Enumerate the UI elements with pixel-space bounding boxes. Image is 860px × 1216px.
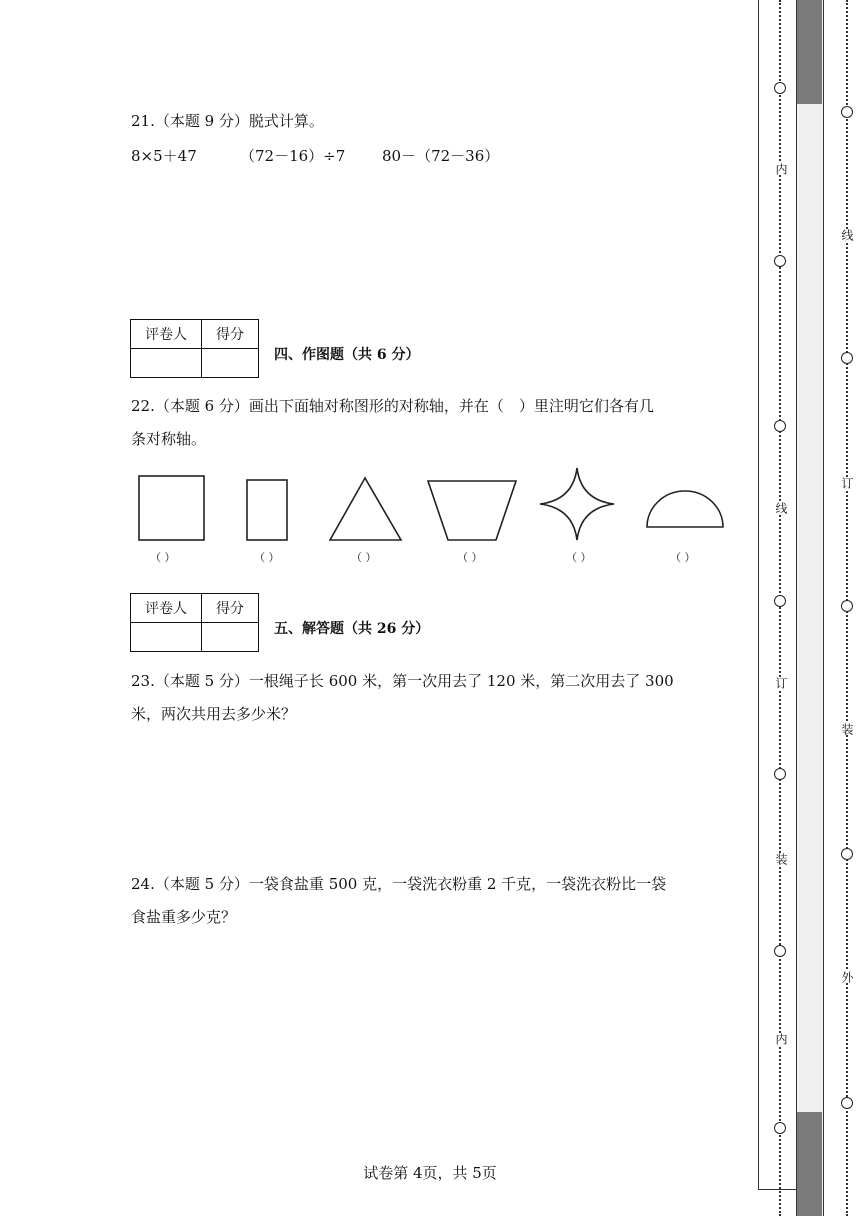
binding-hole-icon bbox=[774, 768, 786, 780]
square-shape bbox=[139, 476, 204, 540]
rectangle-shape bbox=[247, 480, 287, 540]
reviewer-cell[interactable] bbox=[131, 349, 202, 378]
q21-expression-3: 80－（72－36） bbox=[382, 147, 500, 165]
binding-hole-icon bbox=[841, 848, 853, 860]
binding-hole-icon bbox=[774, 1122, 786, 1134]
page-footer: 试卷第 4页，共 5页 bbox=[363, 1164, 497, 1182]
binding-hole-icon bbox=[774, 595, 786, 607]
inner-label: 内 bbox=[774, 163, 788, 175]
gray-bar-top-block bbox=[797, 0, 822, 104]
binding-hole-icon bbox=[841, 1097, 853, 1109]
star-shape bbox=[540, 468, 614, 540]
score-cell[interactable] bbox=[202, 349, 259, 378]
q23-line2: 米，两次共用去多少米？ bbox=[131, 705, 297, 723]
outer-label: 订 bbox=[840, 477, 854, 489]
symmetry-figures bbox=[0, 460, 760, 550]
q24-line2: 食盐重多少克？ bbox=[131, 908, 237, 926]
frame-line-left bbox=[758, 0, 759, 1190]
q24-line1: 24.（本题 5 分）一袋食盐重 500 克，一袋洗衣粉重 2 千克，一袋洗衣粉比一袋 bbox=[131, 875, 667, 893]
score-label: 得分 bbox=[202, 594, 259, 623]
answer-blank-square[interactable]: （ ） bbox=[150, 551, 176, 564]
outer-label: 线 bbox=[840, 229, 854, 241]
binding-hole-icon bbox=[774, 255, 786, 267]
q21-title: 21.（本题 9 分）脱式计算。 bbox=[131, 112, 324, 130]
reviewer-label: 评卷人 bbox=[131, 320, 202, 349]
inner-label: 订 bbox=[774, 677, 788, 689]
score-label: 得分 bbox=[202, 320, 259, 349]
outer-label: 装 bbox=[840, 723, 854, 735]
binding-hole-icon bbox=[774, 945, 786, 957]
inner-label: 内 bbox=[774, 1033, 788, 1045]
answer-blank-trapezoid[interactable]: （ ） bbox=[457, 551, 483, 564]
semicircle-shape bbox=[647, 491, 723, 527]
reviewer-cell[interactable] bbox=[131, 623, 202, 652]
score-table-section5 bbox=[130, 593, 259, 652]
frame-line-bottom bbox=[758, 1189, 798, 1190]
q22-line1: 22.（本题 6 分）画出下面轴对称图形的对称轴，并在（ ）里注明它们各有几 bbox=[131, 397, 654, 415]
answer-blank-semicircle[interactable]: （ ） bbox=[670, 551, 696, 564]
q22-line2: 条对称轴。 bbox=[131, 430, 207, 448]
score-cell[interactable] bbox=[202, 623, 259, 652]
gray-bar-bottom-block bbox=[797, 1112, 822, 1216]
reviewer-label: 评卷人 bbox=[131, 594, 202, 623]
section4-heading: 四、作图题（共 6 分） bbox=[274, 347, 420, 363]
gray-binding-bar bbox=[796, 0, 824, 1216]
binding-hole-icon bbox=[841, 600, 853, 612]
section5-heading: 五、解答题（共 26 分） bbox=[274, 621, 430, 637]
outer-label: 外 bbox=[840, 971, 854, 983]
binding-hole-icon bbox=[841, 352, 853, 364]
q21-expression-2: （72－16）÷7 bbox=[240, 147, 346, 165]
q21-expression-1: 8×5＋47 bbox=[131, 147, 197, 165]
inner-label: 线 bbox=[774, 502, 788, 514]
score-table-section4 bbox=[130, 319, 259, 378]
answer-blank-triangle[interactable]: （ ） bbox=[351, 551, 377, 564]
binding-hole-icon bbox=[841, 106, 853, 118]
inner-label: 装 bbox=[774, 853, 788, 865]
triangle-shape bbox=[330, 478, 401, 540]
q23-line1: 23.（本题 5 分）一根绳子长 600 米，第一次用去了 120 米，第二次用去了 300 bbox=[131, 672, 674, 690]
binding-hole-icon bbox=[774, 82, 786, 94]
answer-blank-rectangle[interactable]: （ ） bbox=[254, 551, 280, 564]
binding-hole-icon bbox=[774, 420, 786, 432]
trapezoid-shape bbox=[428, 481, 516, 540]
answer-blank-star[interactable]: （ ） bbox=[566, 551, 592, 564]
